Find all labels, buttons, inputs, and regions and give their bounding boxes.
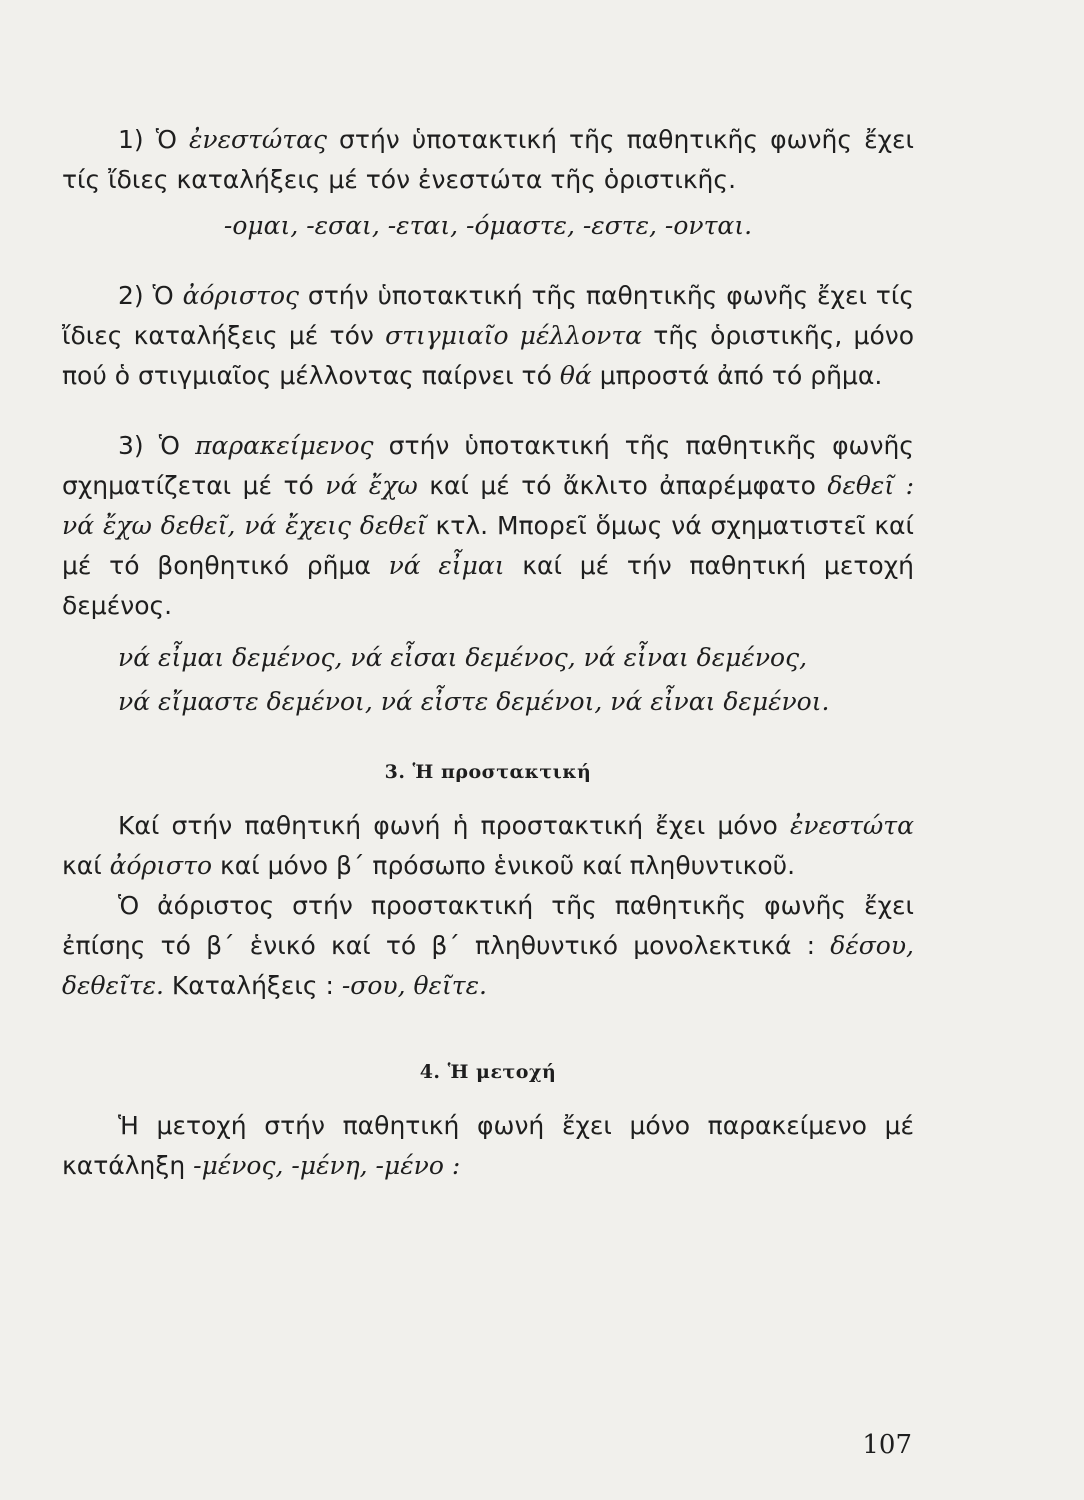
- prostaktiki-paragraph-2: [62, 886, 914, 1006]
- p5-text-1: Ὁ ἀόριστος στήν προστακτική τῆς παθητικῆς φωνῆς ἔχει ἐπίσης τό β΄ ἑνικό καί τό β΄ πληθυντικό μονολεκτικά :: [62, 891, 914, 960]
- endings-line: [62, 206, 914, 246]
- prostaktiki-paragraph-1: [62, 806, 914, 886]
- endings-list: -ομαι, -εσαι, -εται, -όμαστε, -εστε, -ονται.: [223, 211, 753, 240]
- term-enestotas: ἐνεστώτας: [188, 125, 327, 154]
- term-na-eimai: νά εἶμαι: [388, 551, 505, 580]
- section-3-text-4: καί μέ τήν παθητική μετοχή δεμένος.: [62, 551, 914, 620]
- p4-text-3: καί μόνο β΄ πρόσωπο ἑνικοῦ καί πληθυντικοῦ.: [212, 851, 796, 880]
- term-desou-detheite: δέσου, δεθεῖτε.: [62, 931, 914, 1000]
- p6-text-1: Ἡ μετοχή στήν παθητική φωνή ἔχει μόνο παρακείμενο μέ κατάληξη: [62, 1111, 914, 1180]
- section-1-text: στήν ὑποτακτική τῆς παθητικῆς φωνῆς ἔχει τίς ἴδιες καταλήξεις μέ τόν ἐνεστώτα τῆς ὁριστικῆς.: [62, 125, 914, 194]
- term-dethei-examples: δεθεῖ : νά ἔχω δεθεῖ, νά ἔχεις δεθεῖ: [62, 471, 915, 540]
- section-1-paragraph: [62, 120, 914, 200]
- page-content: [62, 120, 914, 1186]
- term-parakeimenos: παρακείμενος: [195, 431, 374, 460]
- term-enestota: ἐνεστώτα: [789, 811, 914, 840]
- example-plural: νά εἴμαστε δεμένοι, νά εἶστε δεμένοι, νά εἶναι δεμένοι.: [118, 687, 830, 716]
- term-aoristos: ἀόριστος: [182, 281, 299, 310]
- section-2-text-3: μπροστά ἀπό τό ρῆμα.: [591, 361, 883, 390]
- term-stigmiaios-mellontas: στιγμιαῖο μέλλοντα: [385, 321, 643, 350]
- metochi-paragraph: [62, 1106, 914, 1186]
- p5-text-2: Καταλήξεις :: [163, 971, 342, 1000]
- page-number: 107: [862, 1430, 912, 1460]
- p4-text-2: καί: [62, 851, 110, 880]
- heading-metochi: 4. Ἡ μετοχή: [419, 1061, 557, 1083]
- section-3-text-1: στήν ὑποτακτική τῆς παθητικῆς φωνῆς σχηματίζεται μέ τό: [62, 431, 914, 500]
- conjugation-example: [62, 636, 914, 724]
- section-3-lead: 3) Ὁ: [118, 431, 196, 460]
- section-3-paragraph: [62, 426, 914, 626]
- section-1-lead: 1) Ὁ: [118, 125, 189, 154]
- section-2-paragraph: [62, 276, 914, 396]
- term-tha: θά: [559, 361, 592, 390]
- term-aoristo: ἀόριστο: [109, 851, 213, 880]
- section-3-text-2: καί μέ τό ἄκλιτο ἀπαρέμφατο: [417, 471, 828, 500]
- term-endings-sou-theite: -σου, θεῖτε.: [341, 971, 487, 1000]
- section-2-text-2: τῆς ὁριστικῆς, μόνο πού ὁ στιγμιαῖος μέλλοντας παίρνει τό: [62, 321, 914, 390]
- section-3-text-3: κτλ. Μπορεῖ ὅμως νά σχηματιστεῖ καί μέ τό βοηθητικό ρῆμα: [62, 511, 914, 580]
- term-menos-endings: -μένος, -μένη, -μένο :: [193, 1151, 461, 1180]
- section-2-text-1: στήν ὑποτακτική τῆς παθητικῆς φωνῆς ἔχει τίς ἴδιες καταλήξεις μέ τόν: [62, 281, 914, 350]
- term-na-exo: νά ἔχω: [325, 471, 418, 500]
- section-2-lead: 2) Ὁ: [118, 281, 183, 310]
- p4-text-1: Καί στήν παθητική φωνή ἡ προστακτική ἔχει μόνο: [118, 811, 790, 840]
- example-singular: νά εἶμαι δεμένος, νά εἶσαι δεμένος, νά εἶναι δεμένος,: [118, 643, 808, 672]
- heading-prostaktiki: 3. Ἡ προστακτική: [384, 761, 592, 783]
